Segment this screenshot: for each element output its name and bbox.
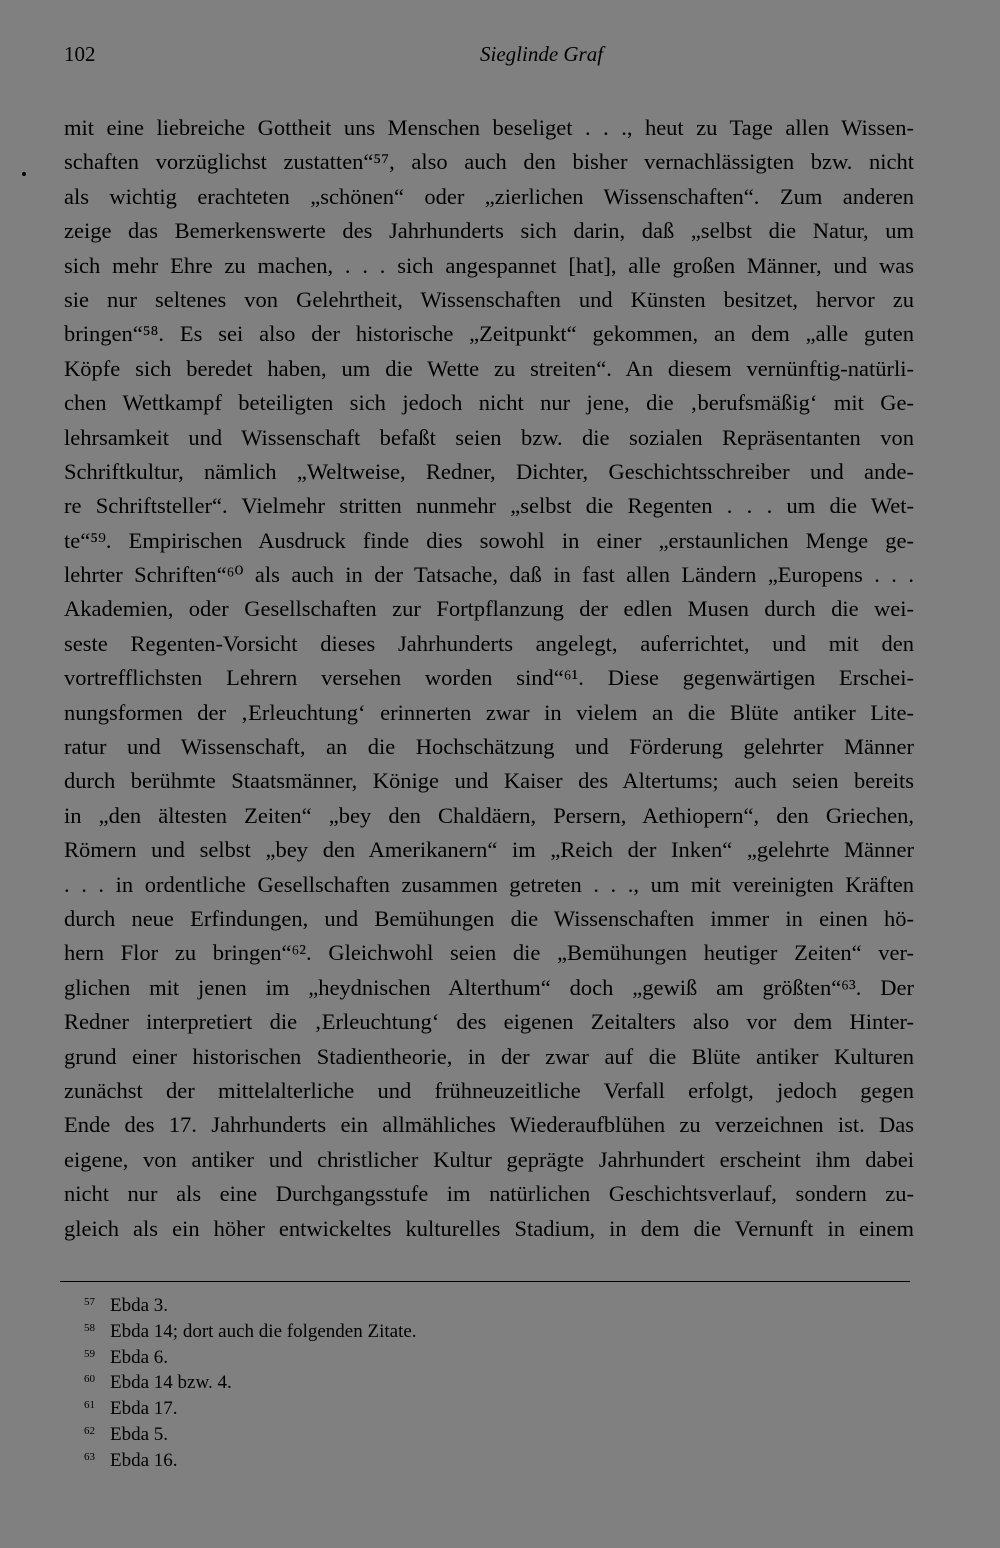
footnote-text: Ebda 3.: [110, 1295, 169, 1316]
text-line: in „den ältesten Zeiten“ „bey den Chaldäern, Persern, Aethiopern“, den Griechen,: [64, 802, 914, 828]
text-line: schaften vorzüglichst zustatten“⁵⁷, also auch den bisher vernachlässigten bzw. nicht: [64, 149, 914, 175]
page-number: 102: [64, 42, 96, 66]
text-line: Schriftkultur, nämlich „Weltweise, Redner, Dichter, Geschichtsschreiber und ande-: [64, 458, 914, 484]
text-line: nungsformen der ‚Erleuchtung‘ erinnerten zwar in vielem an die Blüte antiker Lite-: [64, 699, 914, 725]
text-line: zeige das Bemerkenswerte des Jahrhunderts sich darin, daß „selbst die Natur, um: [64, 218, 914, 244]
text-line: Köpfe sich beredet haben, um die Wette zu streiten“. An diesem vernünftig-natürli-: [64, 355, 914, 381]
text-line: Römern und selbst „bey den Amerikanern“ im „Reich der Inken“ „gelehrte Männer: [64, 837, 914, 863]
footnote: [84, 1367, 417, 1393]
text-line: glichen mit jenen im „heydnischen Alterthum“ doch „gewiß am größten“⁶³. Der: [64, 974, 914, 1000]
text-line: Redner interpretiert die ‚Erleuchtung‘ des eigenen Zeitalters also vor dem Hinter-: [64, 1009, 914, 1035]
text-line: vortrefflichsten Lehrern versehen worden sind“⁶¹. Diese gegenwärtigen Erschei-: [64, 665, 914, 691]
text-line: zunächst der mittelalterliche und frühneuzeitliche Verfall erfolgt, jedoch gegen: [64, 1077, 914, 1103]
footnote: [84, 1316, 417, 1342]
text-line: eigene, von antiker und christlicher Kultur geprägte Jahrhundert erscheint ihm dabei: [64, 1146, 914, 1172]
footnote-text: Ebda 5.: [110, 1423, 169, 1445]
text-line: re Schriftsteller“. Vielmehr stritten nunmehr „selbst die Regenten . . . um die Wet-: [64, 493, 914, 519]
footnote-text: Ebda 14; dort auch die folgenden Zitate.: [110, 1320, 417, 1342]
text-line: Ende des 17. Jahrhunderts ein allmähliches Wiederaufblühen zu verzeichnen ist. Das: [64, 1112, 914, 1138]
footnote: [84, 1445, 417, 1471]
footnote: [84, 1342, 417, 1368]
footnote: [84, 1393, 417, 1419]
footnote-number: 59: [84, 1347, 95, 1360]
footnote-text: Ebda 14 bzw. 4.: [110, 1372, 232, 1394]
text-line: durch berühmte Staatsmänner, Könige und Kaiser des Altertums; auch seien bereits: [64, 768, 914, 794]
text-line: sich mehr Ehre zu machen, . . . sich angespannet [hat], alle großen Männer, und was: [64, 252, 914, 278]
text-line: nicht nur als eine Durchgangsstufe im natürlichen Geschichtsverlauf, sondern zu-: [64, 1181, 914, 1207]
footnote: [84, 1290, 417, 1316]
footnote-number: 62: [84, 1424, 95, 1437]
footnote-text: Ebda 6.: [110, 1346, 169, 1368]
text-line: . . . in ordentliche Gesellschaften zusammen getreten . . ., um mit vereinigten Kräften: [64, 871, 914, 897]
text-line: te“⁵⁹. Empirischen Ausdruck finde dies sowohl in einer „erstaunlichen Menge ge-: [64, 527, 914, 553]
footnote-number: 63: [84, 1450, 95, 1463]
footnote-number: 60: [84, 1373, 95, 1386]
body-text: [64, 111, 914, 1246]
margin-mark: [22, 172, 26, 176]
footnote: [84, 1419, 417, 1445]
text-line: mit eine liebreiche Gottheit uns Menschen beseliget . . ., heut zu Tage allen Wissen-: [64, 115, 914, 140]
footnote-text: Ebda 16.: [110, 1449, 178, 1471]
text-line: durch neue Erfindungen, und Bemühungen die Wissenschaften immer in einen hö-: [64, 905, 914, 931]
text-line: lehrsamkeit und Wissenschaft befaßt seien bzw. die sozialen Repräsentanten von: [64, 424, 914, 450]
text-line: ratur und Wissenschaft, an die Hochschätzung und Förderung gelehrter Männer: [64, 734, 914, 760]
text-line: seste Regenten-Vorsicht dieses Jahrhunderts angelegt, auferrichtet, und mit den: [64, 630, 914, 656]
text-line: bringen“⁵⁸. Es sei also der historische „Zeitpunkt“ gekommen, an dem „alle guten: [64, 321, 914, 347]
footnote-number: 61: [84, 1399, 95, 1412]
text-line: chen Wettkampf beteiligten sich jedoch nicht nur jene, die ‚berufsmäßig‘ mit Ge-: [64, 390, 914, 416]
text-line: sie nur seltenes von Gelehrtheit, Wissenschaften und Künsten besitzet, hervor zu: [64, 286, 914, 312]
text-line: Akademien, oder Gesellschaften zur Fortpflanzung der edlen Musen durch die wei-: [64, 596, 914, 622]
footnotes: [84, 1290, 417, 1471]
footnote-divider: [60, 1281, 910, 1282]
running-head-author: Sieglinde Graf: [480, 42, 604, 66]
text-line: als wichtig erachteten „schönen“ oder „zierlichen Wissenschaften“. Zum anderen: [64, 183, 914, 209]
footnote-number: 58: [84, 1321, 95, 1334]
text-line: hern Flor zu bringen“⁶². Gleichwohl seien die „Bemühungen heutiger Zeiten“ ver-: [64, 940, 914, 966]
footnote-number: 57: [84, 1296, 95, 1308]
footnote-text: Ebda 17.: [110, 1398, 178, 1420]
text-line: gleich als ein höher entwickeltes kulturelles Stadium, in dem die Vernunft in einem: [64, 1215, 914, 1241]
text-line: lehrter Schriften“⁶⁰ als auch in der Tatsache, daß in fast allen Ländern „Europens . . .: [64, 562, 914, 588]
text-line: grund einer historischen Stadientheorie, in der zwar auf die Blüte antiker Kulturen: [64, 1043, 914, 1069]
